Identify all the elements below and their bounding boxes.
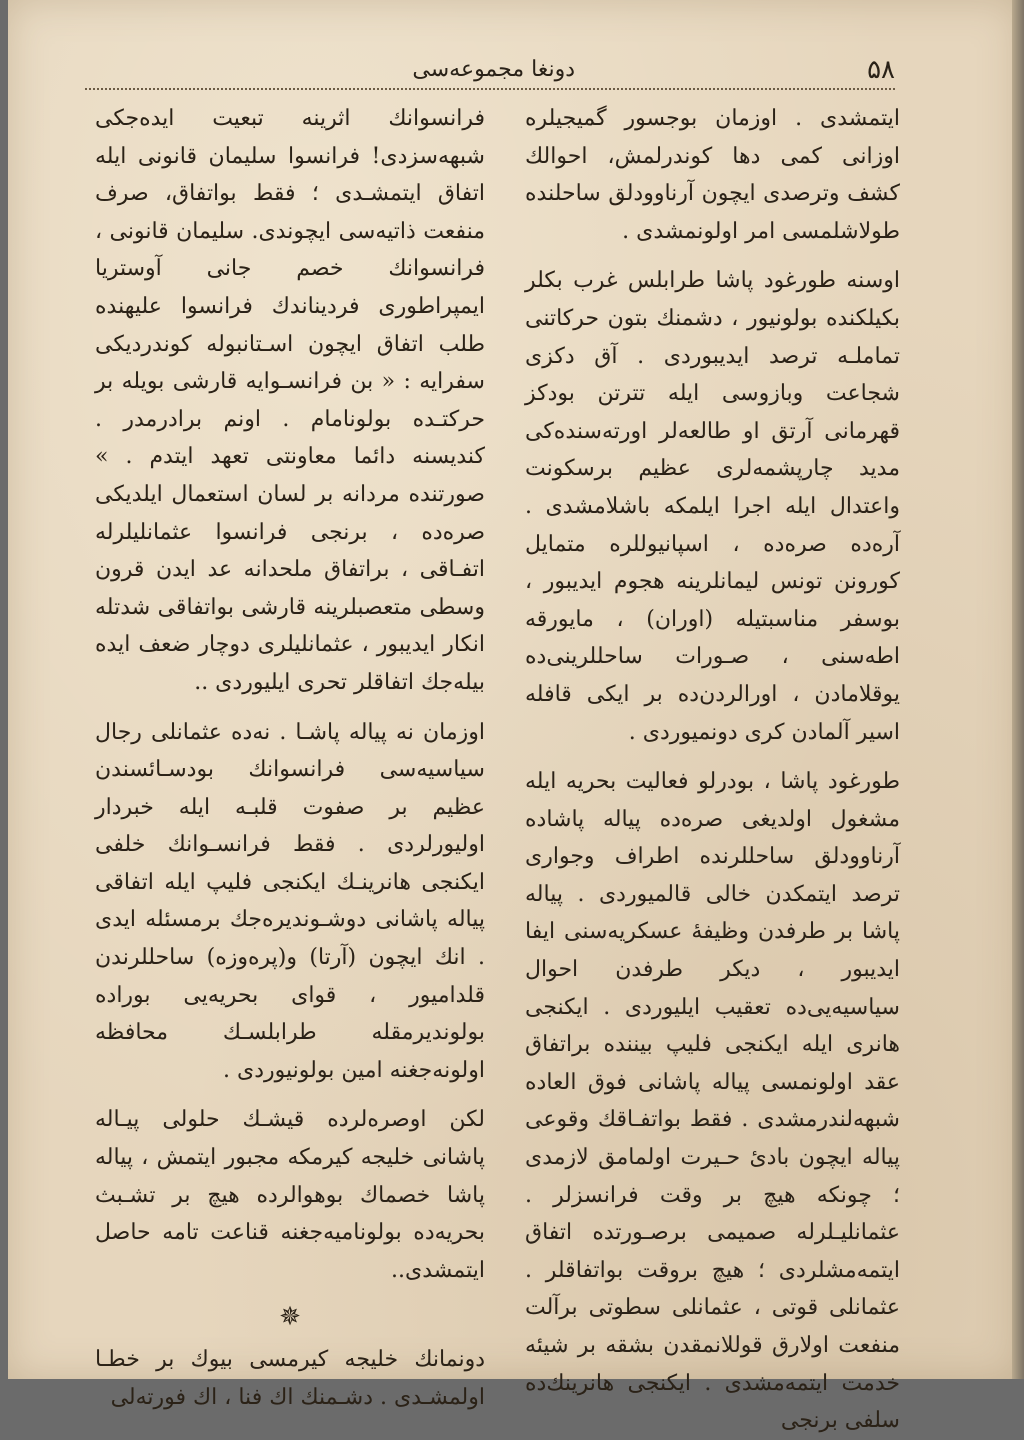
- section-ornament: ✵: [279, 1302, 301, 1333]
- paragraph: فرانسوانك اثرینه تبعیت ایده‌جکی شبهه‌سزدی! فرانسوا سلیمان قانونی ایله اتفاق ایتمشـدی ؛ فقط بواتفاق، صرف منفعت ذاتیه‌سی ایچوندی. سلیمان قانونی ، فرانسوانك خصم جانی آوستریا ایمپراطوری فردیناندك فرانسوا علیهنده طلب اتفاق ایچون اسـتانبوله کوندردیکی سفرایه : « بن فرانسـوایه قارشی بویله بر حرکتـده بولونامام . اونم برادرمدر . کندیسنه دائما معاونتی تعهد ایتدم . » صورتنده مردانه بر لسان استعمال ایلدیکی صره‌ده ، برنجی فرانسوا عثمانلیلرله اتفـاقی ، براتفاق ملحدانه عد ایدن قرون وسطی متعصبلرینه قارشی بواتفاقی شدتله انکار ایدیبور ، عثمانلیلری دوچار ضعف ایده بیله‌جك اتفاقلر تحری ایلیوردی ..: [95, 106, 485, 695]
- paragraph: اوسنه طورغود پاشا طرابلس غرب بکلر بکیلکنده بولونیور ، دشمنك بتون حرکاتنی تماملـه ترصد ایدیبوردی . آق دکزی شجاعت وبازوسی ایله تترتن بودکز قهرمانی آرتق او طالعه‌لر اورته‌سنده‌کی مدید چارپشمه‌لری عظیم برسکونت واعتدال ایله اجرا ایلمکه باشلامشدی . آره‌ده صره‌ده ، اسپانیوللره متمایل کورونن تونس لیمانلرینه هجوم ایدیبور ، بوسفر مناسبتیله (اوران) ، مایورقه اطه‌سنی ، صـورات ساحللرینی‌ده یوقلامادن ، اورالردن‌ده بر ایکی قافله اسیر آلمادن کری دونمیوردی .: [525, 268, 900, 745]
- paragraph: طورغود پاشا ، بودرلو فعالیت بحریه ایله مشغول اولدیغی صره‌ده پیاله پاشاده آرناوودلق ساحللرنده اطراف وجواری ترصد ایتمکدن خالی قالمیوردی . پیاله پاشا بر طرفدن وظیفهٔ عسکریه‌سنی ایفا ایدیبور ، دیکر طرفدن احوال سیاسیه‌یی‌ده تعقیب ایلیوردی . ایکنجی هانری ایله ایکنجی فلیپ بیننده براتفاق عقد اولونمسی پیاله پاشانی فوق العاده شبهه‌لندرمشدی . فقط بواتفـاقك وقوعی پیاله ایچون بادیٔ حـیرت اولمامق لازمدی ؛ چونکه هیچ بر وقت فرانسزلر . عثمانلیـلرله صمیمی برصـورتده اتفاق ایتمه‌مشلردی ؛ هیچ بروقت بواتفاقلر . عثمانلی قوتی ، عثمانلی سطوتی برآلت منفعت اولارق قوللانمقدن بشقه بر شیئه خدمت ایتمه‌مشدی . ایکنجی هانرینك‌ده سلفی برنجی: [525, 769, 900, 1434]
- running-title: دونغا مجموعه‌سی: [412, 57, 575, 82]
- paragraph: اوزمان نه پیاله پاشـا . نه‌ده عثمانلی رجال سیاسیه‌سی فرانسوانك بودسـائسندن عظیم بر صفوت قلبـه ایله خبردار اولیورلردی . فقط فرانسـوانك خلفی ایکنجی هانرینـك ایکنجی فلیپ ایله اتفاقی پیاله پاشانی دوشـوندیره‌جك برمسئله ایدی . انك ایچون (آرتا) و(پره‌وزه) ساحللرندن قلدامیور ، قوای بحریه‌یی بوراده بولوندیرمقله طرابلسـك محافظه اولونه‌جغنه امین بولونیوردی .: [95, 719, 485, 1083]
- page-edge: [1012, 0, 1024, 1379]
- paragraph: لکن اوصره‌لرده قیشـك حلولی پیـاله پاشانی خلیجه کیرمکه مجبور ایتمش ، پیاله پاشا خصماك بوهوالرده هیچ بر تشـبث بحریه‌ده بولونامیه‌جغنه قناعت تامه حاصل ایتمشدی..: [95, 1107, 485, 1283]
- paragraph: دونمانك خلیجه کیرمسی بیوك بر خطـا اولمشـدی . دشـمنك اك فنا ، اك فورته‌لی: [95, 1347, 485, 1410]
- left-column: [95, 100, 485, 1410]
- paragraph: ایتمشدی . اوزمان بوجسور گمیجیلره اوزانی کمی دها کوندرلمش، احوالك کشف وترصدی ایچون آرناوودلق ساحلنده طولاشلمسی امر اولونمشدی .: [525, 106, 900, 244]
- right-column: [525, 100, 900, 1434]
- header-rule: [85, 88, 895, 90]
- page-number: ۵۸: [867, 55, 895, 85]
